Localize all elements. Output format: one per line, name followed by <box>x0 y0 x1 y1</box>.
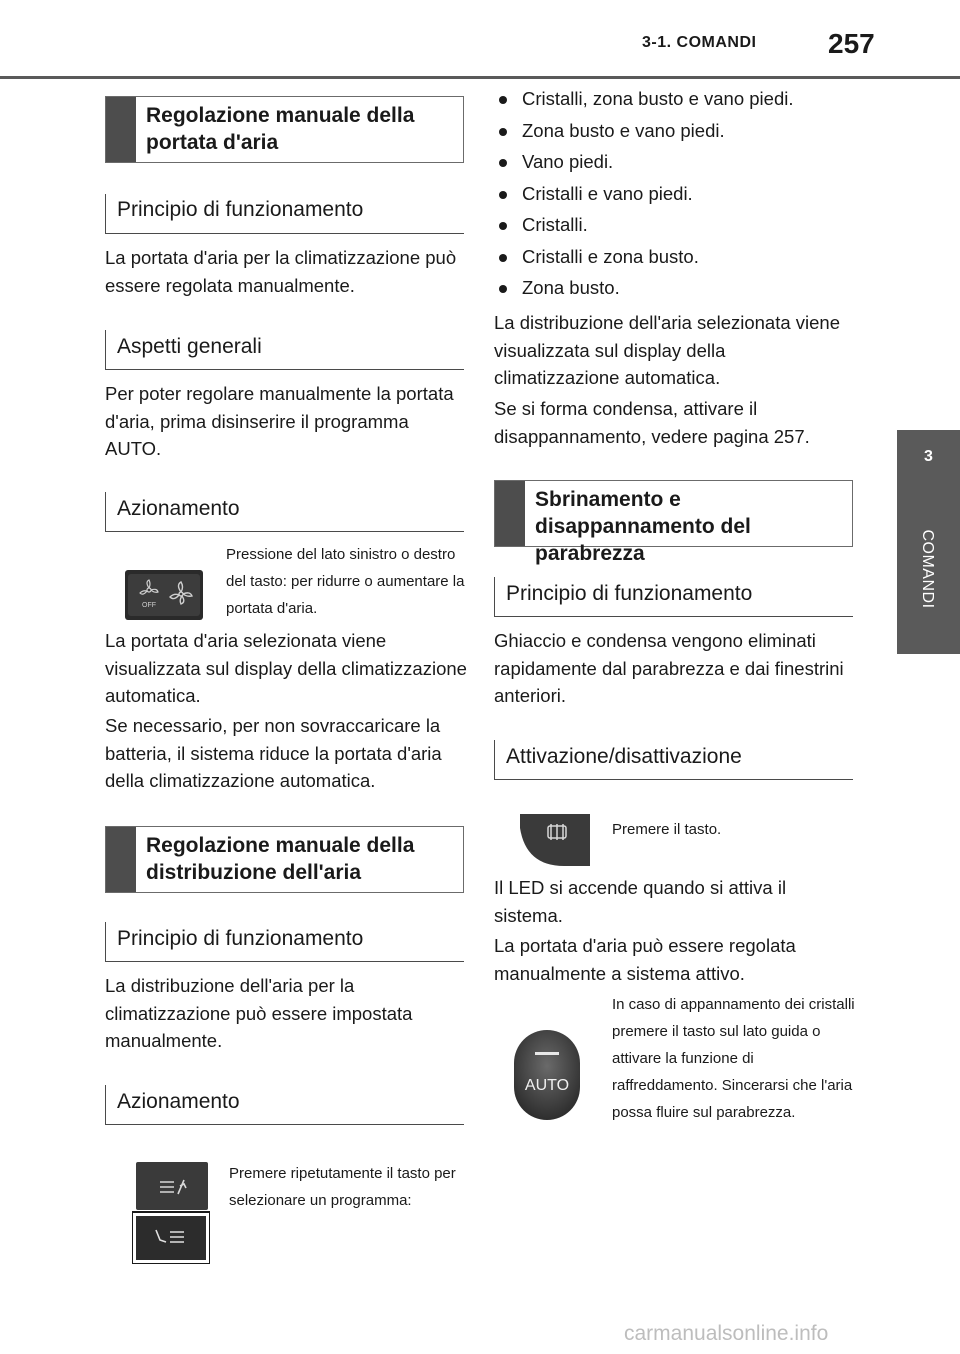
image-caption: In caso di appannamento dei cristalli premere il tasto sul lato guida o attivare la funzione di raffreddamento. Sincerarsi che l'aria possa fluire sul parabrezza. <box>612 996 855 1121</box>
bullet-dot <box>499 159 507 167</box>
bullet-dot <box>499 254 507 262</box>
running-header-section: 3-1. COMANDI <box>642 34 757 51</box>
paragraph: Il LED si accende quando si attiva il sistema. <box>494 877 787 926</box>
subheading-rule <box>105 1124 464 1125</box>
section-box-bar <box>106 827 136 892</box>
subheading-tick <box>105 330 106 370</box>
list-item-text: Cristalli. <box>522 214 588 235</box>
subheading-rule <box>494 616 853 617</box>
paragraph: La portata d'aria può essere regolata manualmente a sistema attivo. <box>494 935 796 984</box>
bullet-list <box>494 88 854 309</box>
svg-text:AUTO: AUTO <box>524 1077 570 1094</box>
paragraph: La distribuzione dell'aria selezionata viene visualizzata sul display della climatizzazione automatica. <box>494 312 840 388</box>
chapter-tab-number: 3 <box>924 448 933 465</box>
paragraph: Se si forma condensa, attivare il disappannamento, vedere pagina 257. <box>494 398 810 447</box>
bullet-dot <box>499 128 507 136</box>
svg-text:OFF: OFF <box>142 602 156 609</box>
rear-defrost-icon <box>548 824 566 840</box>
subheading-rule <box>105 961 464 962</box>
subheading-azionamento: Azionamento <box>117 1090 240 1113</box>
auto-button-image <box>514 1030 580 1120</box>
section-title: Sbrinamento e disappannamento del parabrezza <box>535 488 751 565</box>
subheading-rule <box>494 779 853 780</box>
image-caption: Pressione del lato sinistro o destro del tasto: per ridurre o aumentare la portata d'aria. <box>226 546 465 617</box>
list-item <box>494 214 854 246</box>
bullet-dot <box>499 191 507 199</box>
list-item <box>494 277 854 309</box>
subheading-tick <box>494 740 495 780</box>
list-item-text: Cristalli e zona busto. <box>522 245 699 267</box>
list-item-text: Zona busto. <box>522 277 620 298</box>
image-caption: Premere il tasto. <box>612 821 722 838</box>
list-item <box>494 246 854 278</box>
subheading-azionamento: Azionamento <box>117 497 240 520</box>
list-item <box>494 151 854 183</box>
list-item <box>494 183 854 215</box>
list-item-text: Zona busto e vano piedi. <box>522 119 725 141</box>
subheading-principio: Principio di funzionamento <box>117 927 364 950</box>
subheading-tick <box>105 194 106 234</box>
subheading-tick <box>105 492 106 532</box>
section-box-sbrinamento <box>494 480 853 565</box>
list-item-text: Cristalli e vano piedi. <box>522 182 693 204</box>
air-distribution-button-image <box>132 1160 210 1264</box>
paragraph: Per poter regolare manualmente la portata d'aria, prima disinserire il programma AUTO. <box>105 383 454 459</box>
subheading-rule <box>105 233 464 234</box>
list-item <box>494 120 854 152</box>
section-box-bar <box>495 481 525 546</box>
section-box-portata <box>105 96 464 163</box>
subheading-tick <box>105 922 106 962</box>
fan-speed-button-image <box>125 570 203 620</box>
bullet-dot <box>499 285 507 293</box>
list-item-text: Vano piedi. <box>522 151 614 172</box>
subheading-attivazione: Attivazione/disattivazione <box>506 745 742 768</box>
image-caption: Premere ripetutamente il tasto per selezionare un programma: <box>229 1165 456 1209</box>
subheading-principio: Principio di funzionamento <box>506 582 753 605</box>
section-title: Regolazione manuale della distribuzione dell'aria <box>146 834 415 884</box>
paragraph: La portata d'aria per la climatizzazione può essere regolata manualmente. <box>105 247 457 296</box>
section-box-bar <box>106 97 136 162</box>
chapter-tab-label: COMANDI <box>919 529 936 609</box>
defrost-button-image <box>520 814 590 866</box>
paragraph: La distribuzione dell'aria per la climatizzazione può essere impostata manualmente. <box>105 975 413 1051</box>
paragraph: La portata d'aria selezionata viene visualizzata sul display della climatizzazione automatica. <box>105 630 467 706</box>
subheading-rule <box>105 531 464 532</box>
paragraph: Ghiaccio e condensa vengono eliminati rapidamente dal parabrezza e dai finestrini anteriori. <box>494 630 844 706</box>
subheading-rule <box>105 369 464 370</box>
list-item-text: Cristalli, zona busto e vano piedi. <box>522 88 794 109</box>
section-title: Regolazione manuale della portata d'aria <box>146 104 415 154</box>
bullet-dot <box>499 222 507 230</box>
list-item <box>494 88 854 120</box>
bullet-dot <box>499 96 507 104</box>
paragraph: Se necessario, per non sovraccaricare la batteria, il sistema riduce la portata d'aria della climatizzazione automatica. <box>105 715 442 791</box>
section-box-distribuzione <box>105 826 464 893</box>
subheading-tick <box>105 1085 106 1125</box>
page-number: 257 <box>828 28 875 59</box>
header-rule <box>0 76 960 79</box>
subheading-principio: Principio di funzionamento <box>117 198 364 221</box>
subheading-tick <box>494 577 495 617</box>
watermark: carmanualsonline.info <box>624 1322 829 1345</box>
subheading-aspetti: Aspetti generali <box>117 335 262 358</box>
